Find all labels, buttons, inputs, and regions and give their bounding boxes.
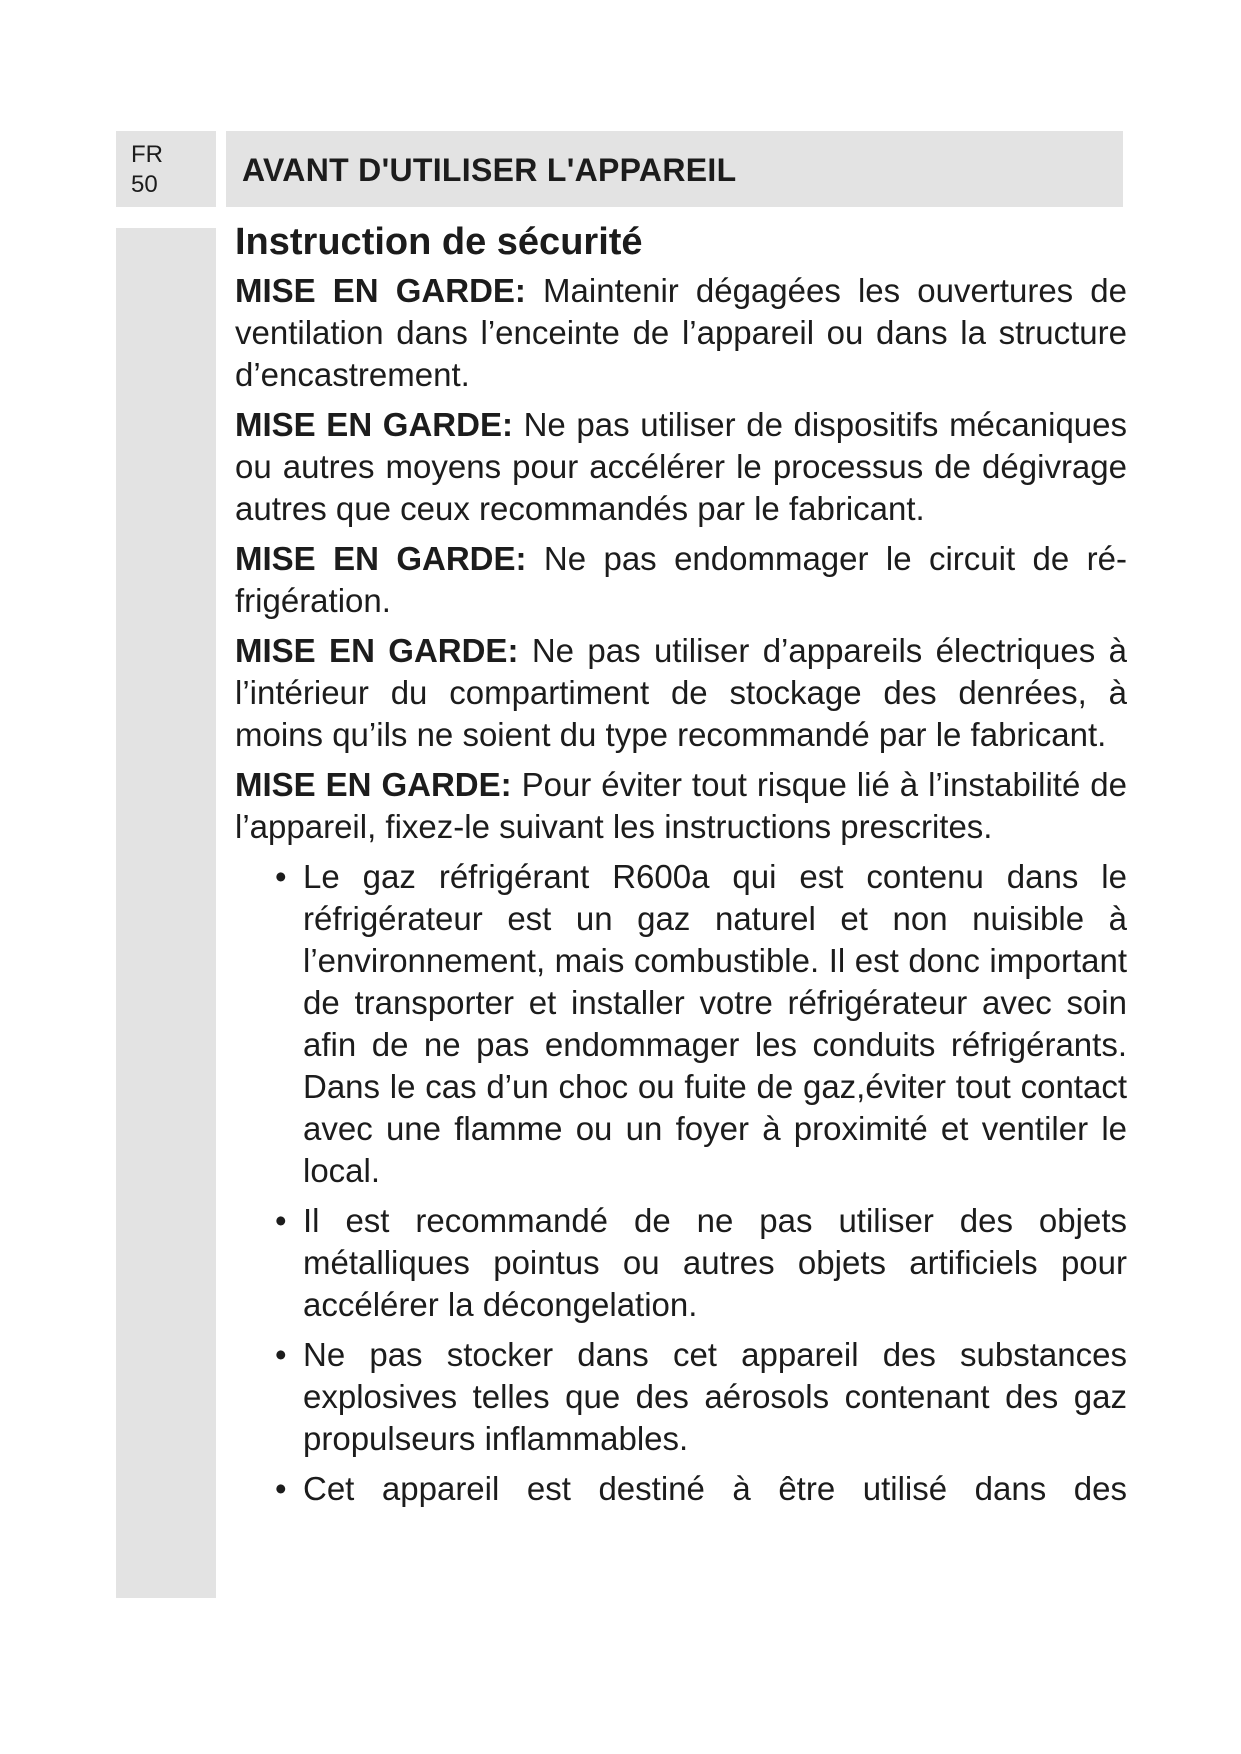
bullet-icon: • xyxy=(275,1470,287,1507)
warning-label: MISE EN GARDE: xyxy=(235,272,526,309)
warning-text: Ne pas utiliser de dispositifs mécaniques ou autres moyens pour accélérer le processus de dégivrage autres que ceux recommandés par le fabricant. xyxy=(235,406,1128,527)
warning-label: MISE EN GARDE: xyxy=(235,406,513,443)
bullet-text: Ne pas stocker dans cet appareil des substances explosives telles que des aérosols contenant des gaz propulseurs inflammables. xyxy=(303,1336,1127,1457)
bullet-icon: • xyxy=(275,1202,287,1239)
bullet-item xyxy=(255,1468,1127,1510)
section-heading: Instruction de sécurité xyxy=(235,221,643,263)
page-number: 50 xyxy=(131,171,158,198)
bullet-text: Cet appareil est destiné à être utilisé dans des xyxy=(303,1470,1127,1507)
warning-label: MISE EN GARDE: xyxy=(235,766,512,803)
warning-text: Maintenir dégagées les ouvertures de ventilation dans l’enceinte de l’appareil ou dans la structure d’encastrement. xyxy=(235,272,1127,393)
warning-text: Ne pas endommager le circuit de réfrigération. xyxy=(235,540,1127,619)
warning-paragraph xyxy=(235,764,1127,848)
warning-label: MISE EN GARDE: xyxy=(235,632,519,669)
bullet-item xyxy=(255,1200,1127,1326)
bullet-list xyxy=(235,856,1127,1510)
warning-paragraph xyxy=(235,270,1127,396)
section-header-bar xyxy=(226,131,1123,207)
warning-label: MISE EN GARDE: xyxy=(235,540,527,577)
warning-paragraph xyxy=(235,538,1127,622)
warning-paragraph xyxy=(235,404,1127,530)
side-margin-strip xyxy=(116,228,216,1598)
bullet-icon: • xyxy=(275,1336,287,1373)
bullet-item xyxy=(255,856,1127,1192)
bullet-icon: • xyxy=(275,858,287,895)
content-body xyxy=(235,218,1127,1518)
page-marker xyxy=(116,131,216,207)
warning-paragraph xyxy=(235,630,1127,756)
warning-text: Ne pas utiliser d’appareils électriques à l’intérieur du compartiment de stockage des denrées, à moins qu’ils ne soient du type recommandé par le fabricant. xyxy=(235,632,1127,753)
language-code: FR xyxy=(131,141,163,168)
section-header-title: AVANT D'UTILISER L'APPAREIL xyxy=(242,152,737,188)
bullet-text: Le gaz réfrigérant R600a qui est contenu dans le réfrigérateur est un gaz naturel et non nuisible à l’environnement, mais combustible. Il est donc important de transporter et installer votre réfrigérateur avec soin afin de ne pas endommager les conduits réfrigérants. Dans le cas d’un choc ou fuite de gaz,éviter tout contact avec une flamme ou un foyer à proximité et ventiler le local. xyxy=(303,858,1127,1189)
bullet-text: Il est recommandé de ne pas utiliser des objets métalliques pointus ou autres objets artificiels pour accélérer la décongelation. xyxy=(303,1202,1127,1323)
bullet-item xyxy=(255,1334,1127,1460)
warning-text: Pour éviter tout risque lié à l’instabilité de l’appareil, fixez-le suivant les instructions prescrites. xyxy=(235,766,1127,845)
